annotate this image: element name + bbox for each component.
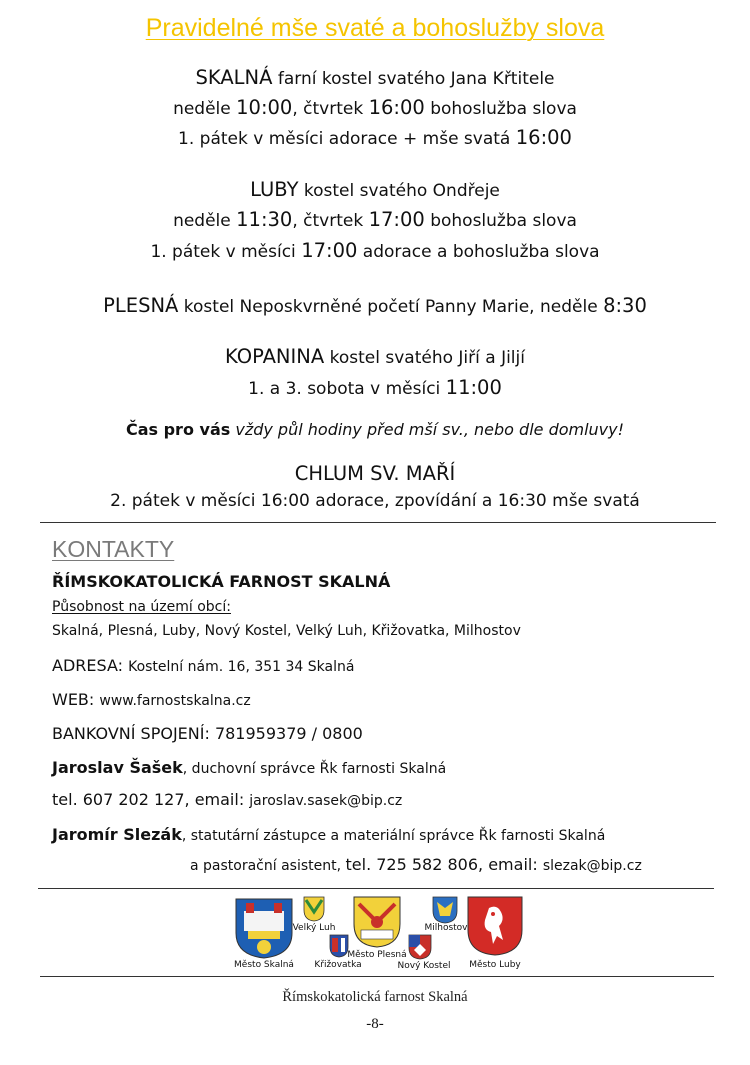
person2-contact: a pastorační asistent, tel. 725 582 806, email: slezak@bip.cz — [190, 855, 642, 874]
parish-name: ŘÍMSKOKATOLICKÁ FARNOST SKALNÁ — [52, 572, 391, 591]
divider-top — [40, 522, 716, 523]
crest-label: Křižovatka — [314, 960, 362, 970]
person1-line: Jaroslav Šašek, duchovní správce Řk farnosti Skalná — [52, 758, 447, 777]
crest-velky-luh-icon — [303, 896, 325, 926]
divider-middle — [38, 888, 714, 889]
crest-label: Město Skalná — [234, 960, 294, 970]
person1-email-link[interactable]: jaroslav.sasek@bip.cz — [249, 793, 403, 809]
footer-parish: Římskokatolická farnost Skalná — [282, 989, 468, 1005]
address-line: ADRESA: Kostelní nám. 16, 351 34 Skalná — [52, 656, 355, 675]
crest-label: Velký Luh — [292, 923, 336, 933]
skalna-line-1: SKALNÁ farní kostel svatého Jana Křtitele — [195, 66, 555, 89]
crest-novy-kostel-icon — [408, 934, 432, 964]
crest-skalna-icon — [234, 897, 294, 963]
bank-line: BANKOVNÍ SPOJENÍ: 781959379 / 0800 — [52, 724, 363, 743]
luby-name: LUBY — [250, 178, 299, 201]
chlum-line: 2. pátek v měsíci 16:00 adorace, zpovídání a 16:30 mše svatá — [110, 491, 640, 511]
chlum-name: CHLUM SV. MAŘÍ — [294, 462, 456, 485]
time-for-you-note: Čas pro vás vždy půl hodiny před mší sv., nebo dle domluvy! — [125, 420, 625, 439]
person2-line: Jaromír Slezák, statutární zástupce a materiální správce Řk farnosti Skalná — [52, 825, 606, 844]
crest-label: Milhostov — [424, 923, 468, 933]
kopanina-line-2: 1. a 3. sobota v měsíci 11:00 — [248, 376, 502, 399]
crest-luby-icon — [467, 896, 523, 960]
plesna-name: PLESNÁ — [103, 294, 179, 317]
skalna-name: SKALNÁ — [195, 66, 273, 89]
luby-line-2: neděle 11:30, čtvrtek 17:00 bohoslužba slova — [173, 208, 577, 231]
crest-plesna-icon — [353, 896, 401, 952]
divider-bottom — [40, 976, 714, 977]
person2-email-link[interactable]: slezak@bip.cz — [542, 858, 642, 874]
skalna-line-2: neděle 10:00, čtvrtek 16:00 bohoslužba slova — [173, 96, 577, 119]
luby-line-1: LUBY kostel svatého Ondřeje — [250, 178, 500, 201]
skalna-line-3: 1. pátek v měsíci adorace + mše svatá 16:00 — [178, 126, 572, 149]
crest-label: Nový Kostel — [397, 961, 451, 971]
web-link[interactable]: www.farnostskalna.cz — [99, 693, 251, 709]
crest-label: Město Plesná — [347, 950, 407, 960]
contacts-heading: KONTAKTY — [52, 536, 175, 562]
luby-line-3: 1. pátek v měsíci 17:00 adorace a bohoslužba slova — [150, 239, 600, 262]
page-title: Pravidelné mše svaté a bohoslužby slova — [145, 14, 605, 42]
kopanina-line-1: KOPANINA kostel svatého Jiří a Jiljí — [225, 345, 525, 368]
scope-municipalities: Skalná, Plesná, Luby, Nový Kostel, Velký Luh, Křižovatka, Milhostov — [52, 623, 521, 639]
web-line: WEB: www.farnostskalna.cz — [52, 690, 251, 709]
page-number: -8- — [366, 1016, 384, 1032]
plesna-line: PLESNÁ kostel Neposkvrněné početí Panny Marie, neděle 8:30 — [103, 294, 647, 317]
scope-label: Působnost na území obcí: — [52, 599, 231, 615]
kopanina-name: KOPANINA — [225, 345, 325, 368]
crest-label: Město Luby — [469, 960, 521, 970]
person1-contact: tel. 607 202 127, email: jaroslav.sasek@bip.cz — [52, 790, 403, 809]
